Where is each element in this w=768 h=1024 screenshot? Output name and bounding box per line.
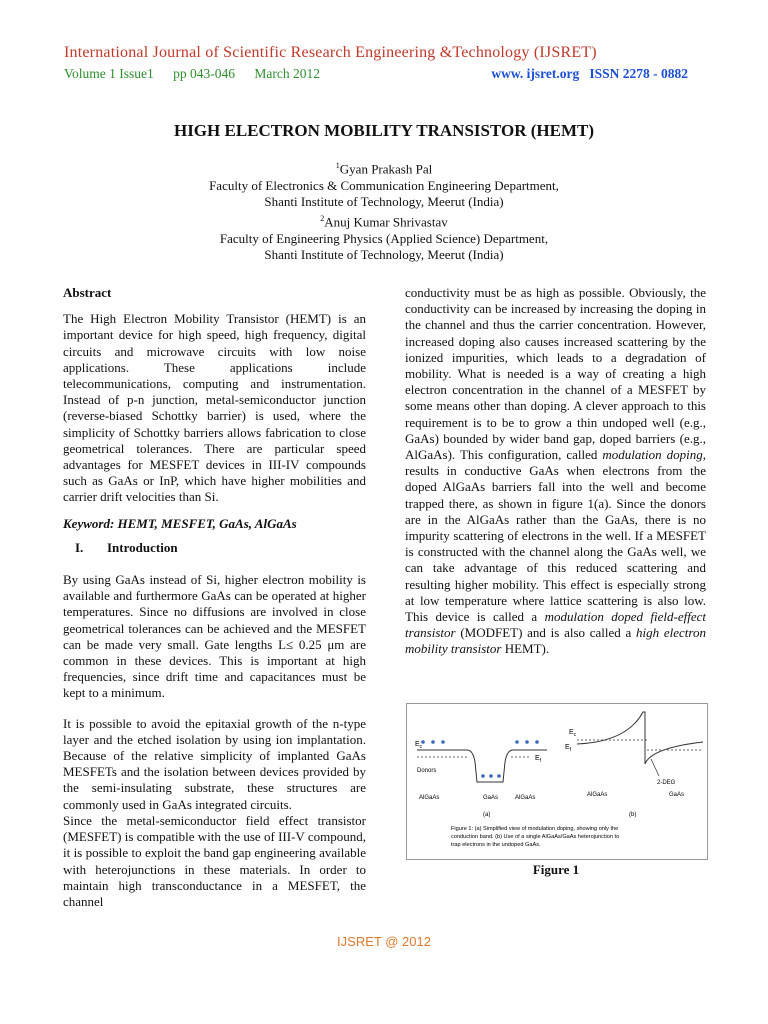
intro-paragraph-3: Since the metal-semiconductor field effect transistor (MESFET) is compatible with the use of III-V compound, it is possible to exploit the band gap engineering available with heterojunctions in these materials. In order to maintain high transconductance in a MESFET, the channel [63, 812, 366, 909]
2deg-label: 2-DEG [657, 780, 676, 786]
ef-label-b: $E_f$ [565, 744, 572, 753]
journal-issue-info [64, 66, 320, 82]
algaas-label-a-right: AlGaAs [515, 795, 536, 801]
gaas-label-b: GaAs [669, 792, 685, 798]
volume-issue: Volume 1 Issue1 [64, 66, 154, 81]
abstract-text: The High Electron Mobility Transistor (HEMT) is an important device for high speed, high frequency, digital circuits and microwave circuits with low noise applications. These applications include telecommunications, computing and instrumentation. Instead of p-n junction, metal-semiconductor junction (reverse-biased Schottky barrier) is used, where the simplicity of Schottky barriers allows fabrication to close geometrical tolerances. There are particular speed advantages for MESFET devices in III-IV compounds such as GaAs or InP, which have higher mobilities and carrier drift velocities than Si. [63, 311, 366, 505]
algaas-label-a-left: AlGaAs [419, 795, 440, 801]
figure-title: Figure 1 [532, 862, 580, 877]
ec-label-b: $E_c$ [569, 729, 577, 738]
figure-band-diagram [406, 703, 708, 860]
gaas-label-a: GaAs [483, 795, 499, 801]
abstract-heading: Abstract [63, 285, 112, 300]
panel-b-label: (b) [629, 812, 637, 818]
panel-a-label: (a) [483, 812, 491, 818]
journal-web-info [491, 66, 688, 82]
2deg-pointer [651, 759, 659, 776]
website-link[interactable]: www. ijsret.org [491, 66, 580, 81]
left-column [63, 285, 366, 910]
right-column [405, 285, 706, 658]
issn: ISSN 2278 - 0882 [589, 66, 688, 81]
page-range: pp 043-046 [173, 66, 235, 81]
conduction-band-b [577, 712, 703, 764]
paper-title: HIGH ELECTRON MOBILITY TRANSISTOR (HEMT) [173, 121, 595, 140]
issue-date: March 2012 [254, 66, 320, 81]
intro-paragraph-2: It is possible to avoid the epitaxial growth of the n-type layer and the etched isolation by using ion implantation. Because of the relative simplicity of implanted GaAs MESFETs and the isolation between devices provided by the semi-insulating substrate, these structures are commonly used in GaAs integrated circuits. [63, 715, 366, 812]
keywords: Keyword: HEMT, MESFET, GaAs, AlGaAs [63, 515, 297, 531]
ed-label-a: $E_f$ [535, 755, 542, 764]
section-heading-introduction: I. Introduction [75, 539, 178, 555]
affiliation-1-inst: Shanti Institute of Technology, Meerut (India) [264, 194, 504, 210]
affiliation-2-dept: Faculty of Engineering Physics (Applied Science) Department, [219, 230, 549, 246]
author-1: $^1$Gyan Prakash Pal [335, 161, 433, 177]
figure-caption-line-2: conduction band. (b) Use of a single AlGaAs/GaAs heterojunction to [451, 834, 620, 840]
figure-caption-line-1: Figure 1: (a) Simplified view of modulation doping, showing only the [451, 826, 619, 832]
affiliation-2-inst: Shanti Institute of Technology, Meerut (India) [264, 247, 504, 263]
journal-name: International Journal of Scientific Research Engineering &Technology (IJSRET) [64, 44, 597, 61]
intro-paragraph-1: By using GaAs instead of Si, higher electron mobility is available and furthermore GaAs can be operated at higher temperatures. Since no diffusions are involved in close geometrical tolerances can be achieved and the MESFET can be made very small. Gate lengths L≤ 0.25 μm are common in these devices. This is important at high frequencies, since drift time and capacitances must be kept to a minimum. [63, 572, 366, 701]
author-2: $^2$Anuj Kumar Shrivastav [320, 213, 448, 230]
affiliation-1-dept: Faculty of Electronics & Communication Engineering Department, [209, 177, 559, 193]
author-block [0, 158, 768, 264]
page-footer: IJSRET @ 2012 [337, 934, 431, 949]
ec-label-a: $E_c$ [415, 741, 423, 750]
donors-label: Donors [417, 768, 437, 774]
figure-caption-line-3: trap electrons in the undoped GaAs. [451, 842, 541, 848]
body-paragraph-modfet: conductivity must be as high as possible. Obviously, the conductivity can be increased by increasing the doping in the channel and thus the carrier concentration. However, increased doping also causes increased scattering by the ionized impurities, which leads to a degradation of mobility. What is needed is a way of creating a high electron concentration in the channel of a MESFET by some means other than doping. A clever approach to this requirement is to be to grow a thin undoped well (e.g., GaAs) bounded by wider band gap, doped barriers (e.g., AlGaAs). This configuration, called modulation doping, results in conductive GaAs when electrons from the doped AlGaAs barriers fall into the well and become trapped there, as shown in figure 1(a). Since the donors are in the AlGaAs rather than the GaAs, there is no impurity scattering of electrons in the well. If a MESFET is constructed with the channel along the GaAs well, we can take advantage of this reduced scattering and resulting higher mobility. This effect is especially strong at low temperature where lattice scattering is also low. This device is called a modulation doped field-effect transistor (MODFET) and is also called a high electron mobility transistor HEMT). [405, 285, 706, 657]
algaas-label-b: AlGaAs [587, 792, 608, 798]
electron-dots-a [421, 740, 539, 778]
